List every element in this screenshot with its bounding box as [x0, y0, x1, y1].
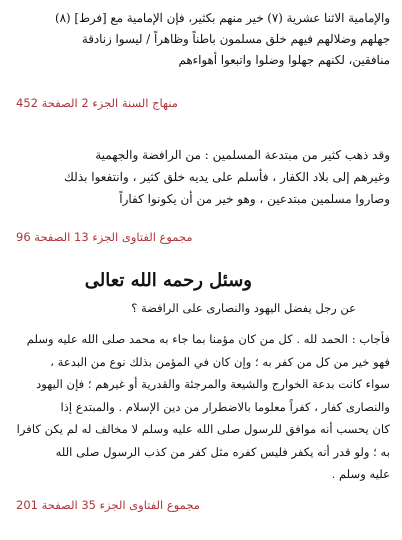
- quote-passage-1: [14, 8, 390, 71]
- source-citation-2: مجموع الفتاوى الجزء 13 الصفحة 96: [16, 230, 193, 244]
- passage-line: عليه وسلم .: [331, 467, 390, 481]
- source-citation-3: مجموع الفتاوى الجزء 35 الصفحة 201: [16, 498, 200, 512]
- passage-line: وقد ذهب كثير من مبتدعة المسلمين : من الرافضة والجهمية: [95, 148, 390, 162]
- passage-line: كان يحسب أنه موافق للرسول صلى الله عليه وسلم لا مخالف له لم يكن كافرا: [16, 422, 390, 436]
- passage-line: جهلهم وضلالهم فيهم خلق مسلمون باطناً وظاهراً / ليسوا زنادقة: [81, 32, 390, 46]
- passage-line: والنصارى كفار ، كفراً معلوما بالاضطرار من دين الإسلام . والمبتدع إذا: [60, 399, 390, 414]
- passage-line: فأجاب : الحمد لله . كل من كان مؤمنا بما جاء به محمد صلى الله عليه وسلم: [26, 332, 390, 346]
- passage-line: سواء كانت بدعة الخوارج والشيعة والمرجئة والقدرية أو غيرهم ؛ فإن اليهود: [36, 377, 390, 391]
- passage-line: به ؛ ولو قدر أنه يكفر فليس كفره مثل كفر من كذب الرسول صلى الله: [55, 444, 390, 459]
- question-line: عن رجل يفضل اليهود والنصارى على الرافضة ؟: [131, 301, 356, 315]
- passage-line: وغيرهم إلى بلاد الكفار ، فأسلم على يديه خلق كثير ، وانتفعوا بذلك: [64, 170, 390, 184]
- passage-line: وصاروا مسلمين مبتدعين ، وهو خير من أن يكونوا كفاراً: [119, 192, 390, 206]
- passage-line: والإمامية الاثنا عشرية (٧) خير منهم بكثير، فإن الإمامية مع [فرط] (٨): [55, 11, 390, 25]
- section-heading: وسئل رحمه الله تعالى: [84, 270, 252, 291]
- quote-passage-3: [14, 328, 390, 486]
- passage-line: فهو خير من كل من كفر به ؛ وإن كان في المؤمن بذلك نوع من البدعة ،: [50, 354, 390, 369]
- source-citation-1: منهاج السنة الجزء 2 الصفحة 452: [16, 96, 178, 110]
- quote-passage-2: [14, 144, 390, 210]
- passage-line: منافقين، لكنهم جهلوا وضلوا واتبعوا أهواءهم: [178, 53, 390, 67]
